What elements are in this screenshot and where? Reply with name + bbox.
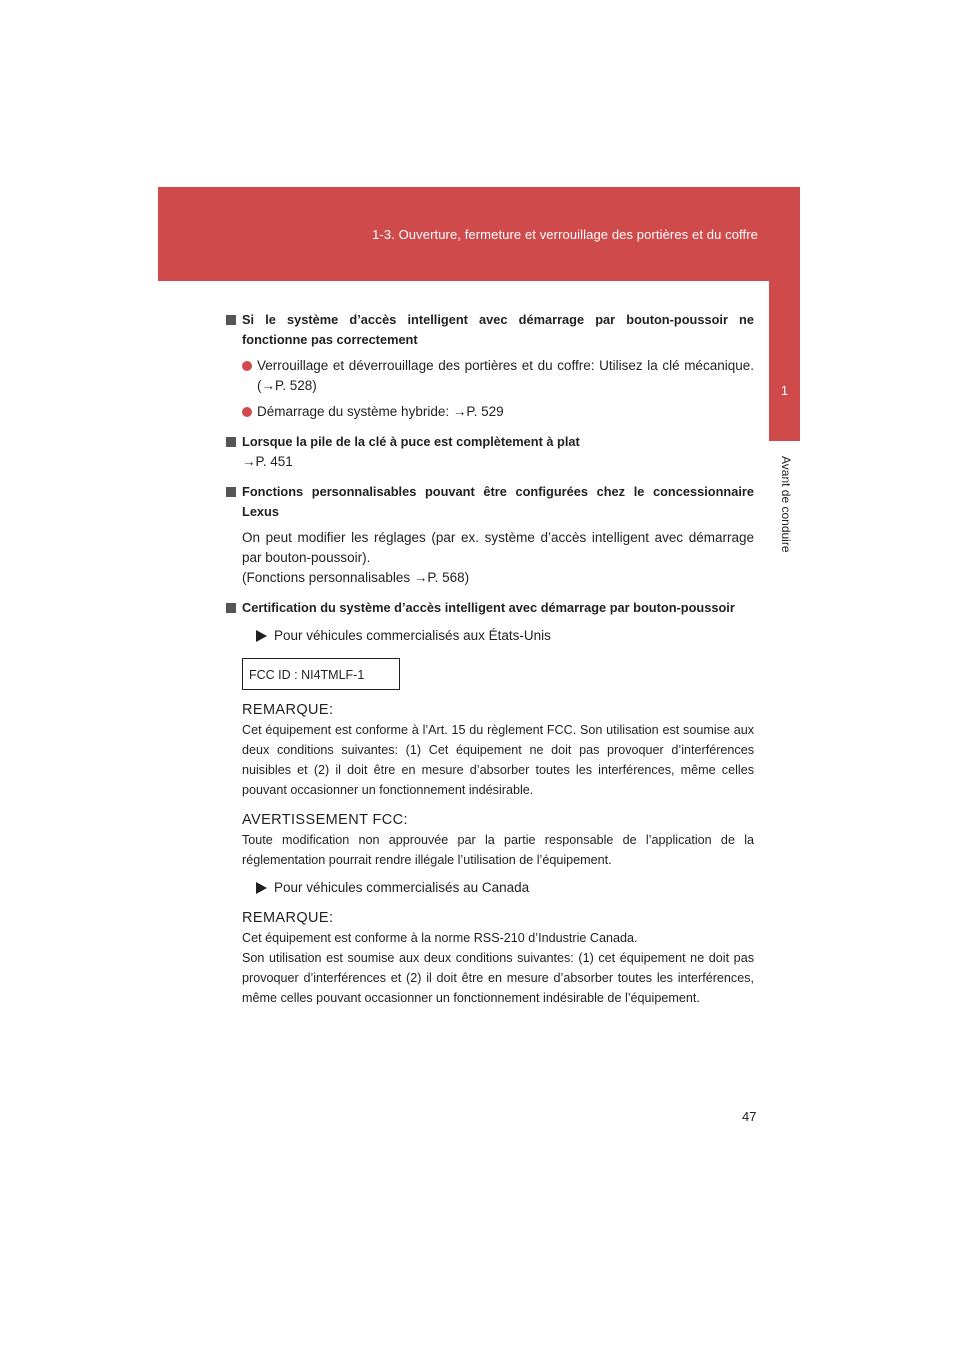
chapter-number: 1 bbox=[780, 383, 789, 398]
body-paragraph: Son utilisation est soumise aux deux conditions suivantes: (1) cet équipement ne doit pas provoquer d’interférences et (2) il doit être en mesure d’absorber toutes les interférences, même celles pouvant occasionner un fonctionnement indésirable de l’équipement. bbox=[242, 951, 754, 1005]
section-heading: Si le système d’accès intelligent avec démarrage par bouton-poussoir ne fonctionne pas correctement bbox=[224, 310, 754, 350]
section-heading: Lorsque la pile de la clé à puce est complètement à plat bbox=[224, 432, 754, 452]
section-heading: Fonctions personnalisables pouvant être configurées chez le concessionnaire Lexus bbox=[224, 482, 754, 522]
square-bullet-icon bbox=[226, 603, 236, 613]
market-label-us: Pour véhicules commercialisés aux États-Unis bbox=[252, 626, 754, 646]
round-bullet-icon bbox=[242, 361, 252, 371]
fcc-id-box: FCC ID : NI4TMLF-1 bbox=[242, 658, 400, 690]
body-paragraph: (Fonctions personnalisables →P. 568) bbox=[242, 570, 470, 585]
chapter-section-title: 1-3. Ouverture, fermeture et verrouillage des portières et du coffre bbox=[372, 227, 758, 242]
round-bullet-icon bbox=[242, 407, 252, 417]
note-heading: REMARQUE: bbox=[242, 910, 334, 926]
market-label-canada: Pour véhicules commercialisés au Canada bbox=[252, 878, 754, 898]
warning-heading: AVERTISSEMENT FCC: bbox=[242, 812, 408, 828]
triangle-pointer-icon bbox=[256, 630, 267, 642]
body-paragraph: On peut modifier les réglages (par ex. système d’accès intelligent avec démarrage par bouton-poussoir). bbox=[242, 530, 754, 565]
chapter-side-tab bbox=[769, 281, 800, 441]
body-paragraph: Toute modification non approuvée par la partie responsable de l’application de la réglementation pourrait rendre illégale l’utilisation de l’équipement. bbox=[242, 833, 754, 867]
note-heading: REMARQUE: bbox=[242, 702, 334, 718]
triangle-pointer-icon bbox=[256, 882, 267, 894]
section-heading: Certification du système d’accès intelligent avec démarrage par bouton-poussoir bbox=[224, 598, 754, 618]
chapter-header-band bbox=[158, 187, 800, 281]
body-paragraph: Cet équipement est conforme à l’Art. 15 du règlement FCC. Son utilisation est soumise aux deux conditions suivantes: (1) Cet équipement ne doit pas provoquer d’interférences nuisibles et (2) il doit être en mesure d’absorber toutes les interférences, même celles pouvant occasionner un fonctionnement indésirable. bbox=[242, 723, 754, 797]
body-paragraph: Cet équipement est conforme à la norme RSS-210 d’Industrie Canada. bbox=[242, 931, 638, 945]
page-number: 47 bbox=[742, 1109, 757, 1124]
square-bullet-icon bbox=[226, 487, 236, 497]
list-item: Démarrage du système hybride: →P. 529 bbox=[242, 402, 754, 422]
page-content bbox=[224, 310, 754, 1008]
list-item: Verrouillage et déverrouillage des portières et du coffre: Utilisez la clé mécanique. (→P. 528) bbox=[242, 356, 754, 396]
chapter-side-label: Avant de conduire bbox=[779, 456, 793, 553]
square-bullet-icon bbox=[226, 315, 236, 325]
page-reference: →P. 451 bbox=[242, 454, 293, 469]
square-bullet-icon bbox=[226, 437, 236, 447]
